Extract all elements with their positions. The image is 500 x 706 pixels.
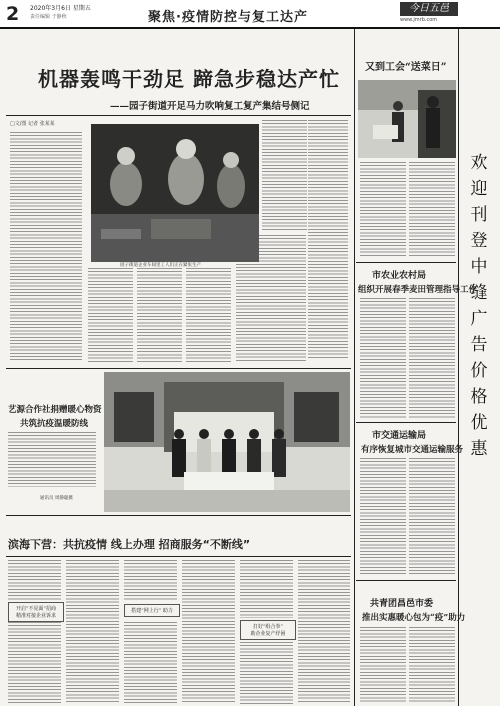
bottom-subhead-3 xyxy=(240,620,296,640)
bottom-subhead-1 xyxy=(8,602,64,622)
factory-workers-image xyxy=(91,124,259,262)
divider xyxy=(356,262,456,263)
section-title: 聚焦·疫情防控与复工达产 xyxy=(148,10,308,25)
bottom-text-2 xyxy=(66,560,119,704)
donation-photo xyxy=(104,372,350,512)
side-top-photo xyxy=(358,80,456,158)
page-number: 2 xyxy=(6,3,20,25)
side-bottom-text-1 xyxy=(360,627,406,702)
vertical-ad xyxy=(465,150,493,462)
bottom-text-1a xyxy=(8,560,61,600)
side-mid2-text-2 xyxy=(409,458,455,576)
divider xyxy=(6,515,351,516)
lead-text-col-4 xyxy=(88,268,133,363)
side-top-title: 又到工会“送菜日” xyxy=(365,62,447,73)
lead-text-col-5 xyxy=(137,268,182,363)
masthead-logo: 今日五邑 xyxy=(400,2,458,16)
ad-char: 优 xyxy=(470,413,488,433)
ad-char: 迎 xyxy=(470,179,488,199)
middle-left-text xyxy=(8,432,96,487)
lead-byline: □文/图 记者 张某某 xyxy=(10,121,55,127)
ad-char: 欢 xyxy=(470,153,488,173)
website-url: www.jmrb.com xyxy=(400,17,438,23)
divider xyxy=(356,422,456,423)
header-rule xyxy=(0,27,500,29)
bottom-text-3a xyxy=(124,560,177,600)
side-mid1-title: 市农业农村局 xyxy=(372,271,427,281)
ad-char: 价 xyxy=(470,361,488,381)
divider xyxy=(6,556,351,557)
lead-text-col-1 xyxy=(10,132,82,362)
divider xyxy=(6,368,351,369)
column-rule xyxy=(354,29,355,706)
bottom-subhead-2: 搭建“网上行” 助力 xyxy=(124,604,180,617)
ad-char: 广 xyxy=(470,309,488,329)
side-mid1-text-2 xyxy=(409,298,455,418)
page-header xyxy=(0,0,500,28)
subhead-line: 精准对接企业诉求 xyxy=(15,613,56,619)
side-bottom-subtitle: 推出实惠暖心包为“疫”助力 xyxy=(362,613,466,623)
subhead-line: 开启“不见面”招商 xyxy=(15,606,57,612)
ad-char: 惠 xyxy=(470,439,488,459)
side-mid2-subtitle: 有序恢复城市交通运输服务 xyxy=(361,445,464,455)
side-mid2-text-1 xyxy=(360,458,406,576)
subhead-line: 助企业复产纾困 xyxy=(250,631,286,637)
side-top-text-1 xyxy=(360,162,406,257)
lead-text-col-6 xyxy=(186,268,231,363)
bottom-text-1b xyxy=(8,622,61,704)
middle-left-subtitle: 共筑抗疫温暖防线 xyxy=(20,419,89,429)
side-mid1-subtitle: 组织开展春季麦田管理指导工作 xyxy=(358,285,478,295)
side-bottom-title: 共青团昌邑市委 xyxy=(370,599,434,609)
ad-char: 登 xyxy=(470,231,488,251)
lead-headline: 机器轰鸣干劲足 蹄急步稳达产忙 xyxy=(38,67,340,91)
bottom-headline: 滨海下营：共抗疫情 线上办理 招商服务“不断线” xyxy=(8,538,251,551)
divider xyxy=(356,580,456,581)
subhead-line: 打好“组合拳” xyxy=(252,624,284,630)
side-mid1-text-1 xyxy=(360,298,406,418)
side-top-text-2 xyxy=(409,162,455,257)
issue-date: 2020年3月6日 星期五 xyxy=(30,5,91,12)
ad-char: 中 xyxy=(470,257,488,277)
ad-char: 告 xyxy=(470,335,488,355)
lead-text-col-3 xyxy=(308,120,348,360)
side-mid2-title: 市交通运输局 xyxy=(372,431,427,441)
donation-ceremony-image xyxy=(104,372,350,512)
ad-rule xyxy=(458,29,459,706)
ad-char: 刊 xyxy=(470,205,488,225)
editor-line: 责任编辑 于静秋 xyxy=(30,14,67,20)
divider xyxy=(6,115,351,116)
lead-text-col-2 xyxy=(262,120,307,230)
ad-char: 格 xyxy=(470,387,488,407)
bottom-text-4 xyxy=(182,560,235,704)
middle-left-title: 艺源合作社捐赠暖心物资 xyxy=(8,405,102,415)
lead-photo-caption: 园子街道企业车间里工人们正在紧张生产 xyxy=(120,263,201,268)
bottom-text-3b xyxy=(124,622,177,704)
ad-char: 缝 xyxy=(470,283,488,303)
middle-left-source: 通讯员 周静聪摄 xyxy=(40,496,73,501)
lead-subheadline: ——园子街道开足马力吹响复工复产集结号侧记 xyxy=(110,101,310,112)
bottom-text-5a xyxy=(240,560,293,618)
bottom-text-6 xyxy=(298,560,350,704)
lead-photo xyxy=(91,124,259,262)
bottom-text-5b xyxy=(240,642,293,704)
side-bottom-text-2 xyxy=(409,627,455,702)
volunteers-image xyxy=(358,80,456,158)
